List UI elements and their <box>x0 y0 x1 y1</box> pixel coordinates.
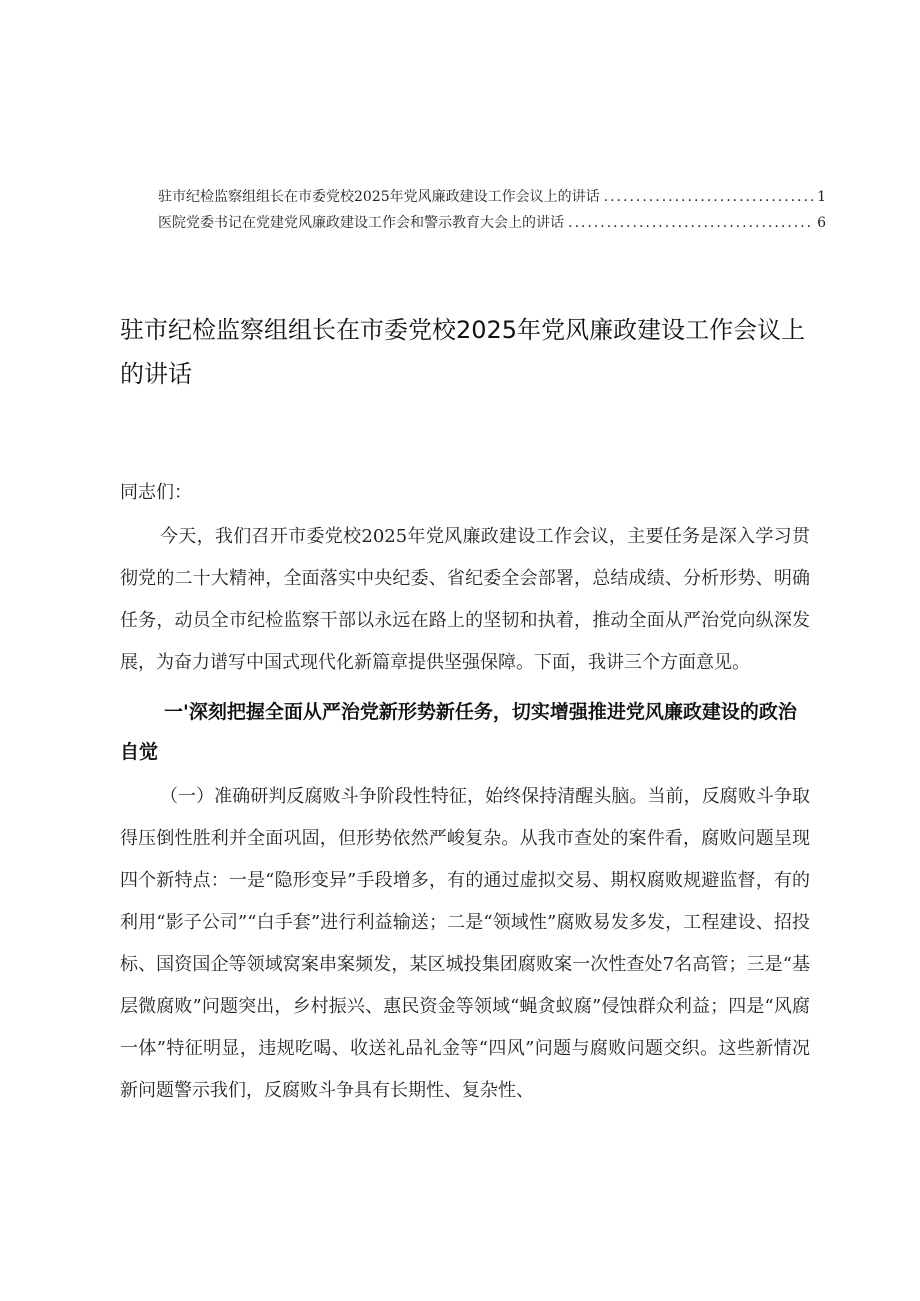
toc-leader-dots <box>604 189 813 205</box>
toc-entry-page: 1 <box>817 189 826 205</box>
document-title: 驻市纪检监察组组长在市委党校2025年党风廉政建设工作会议上的讲话 <box>120 316 806 388</box>
toc-entry-title[interactable]: 医院党委书记在党建党风廉政建设工作会和警示教育大会上的讲话 <box>158 215 564 231</box>
section-heading-1: 一'深刻把握全面从严治党新形势新任务，切实增强推进党风廉政建设的政治自觉 <box>120 701 797 763</box>
intro-paragraph: 今天，我们召开市委党校2025年党风廉政建设工作会议，主要任务是深入学习贯彻党的二十大精神，全面落实中央纪委、省纪委全会部署，总结成绩、分析形势、明确任务，动员全市纪检监察干部以永远在路上的坚韧和执着，推动全面从严治党向纵深发展，为奋力谱写中国式现代化新篇章提供坚强保障。下面，我讲三个方面意见。 <box>120 526 810 673</box>
toc-entry-page: 6 <box>817 215 826 231</box>
toc-entry-title[interactable]: 驻市纪检监察组组长在市委党校2025年党风廉政建设工作会议上的讲话 <box>158 189 600 205</box>
subsection-paragraph-1: （一）准确研判反腐败斗争阶段性特征，始终保持清醒头脑。当前，反腐败斗争取得压倒性胜利并全面巩固，但形势依然严峻复杂。从我市查处的案件看，腐败问题呈现四个新特点：一是“隐形变异”手段增多，有的通过虚拟交易、期权腐败规避监督，有的利用“影子公司”“白手套”进行利益输送；二是“领域性”腐败易发多发，工程建设、招投标、国资国企等领域窝案串案频发，某区城投集团腐败案一次性查处7名高管；三是“基层微腐败”问题突出，乡村振兴、惠民资金等领域“蝇贪蚁腐”侵蚀群众利益；四是“风腐一体”特征明显，违规吃喝、收送礼品礼金等“四风”问题与腐败问题交织。这些新情况新问题警示我们，反腐败斗争具有长期性、复杂性、 <box>120 786 810 1101</box>
table-of-contents <box>158 186 826 238</box>
salutation: 同志们： <box>120 482 192 503</box>
toc-entry-1[interactable] <box>158 186 826 212</box>
toc-entry-2[interactable] <box>158 212 826 238</box>
toc-leader-dots <box>568 215 813 231</box>
